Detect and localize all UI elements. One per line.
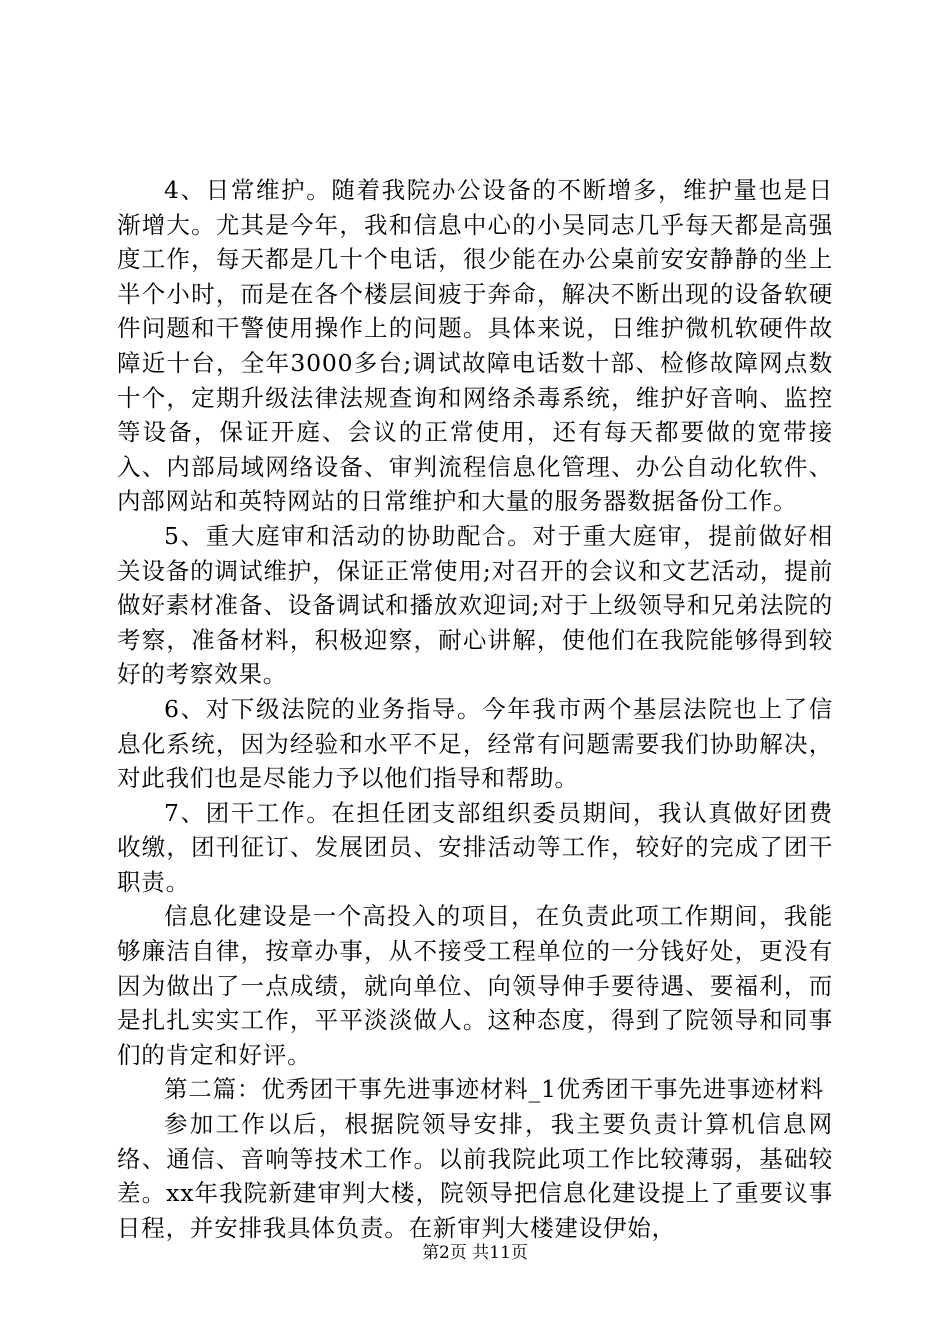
- paragraph-league-work: 7、团干工作。在担任团支部组织委员期间，我认真做好团费收缴，团刊征订、发展团员、安排活动等工作，较好的完成了团干职责。: [117, 798, 833, 896]
- paragraph-work-intro: 参加工作以后，根据院领导安排，我主要负责计算机信息网络、通信、音响等技术工作。以前我院此项工作比较薄弱，基础较差。xx年我院新建审判大楼，院领导把信息化建设提上了重要议事日程，并安排我具体负责。在新审判大楼建设伊始，: [117, 1110, 833, 1242]
- paragraph-integrity: 信息化建设是一个高投入的项目，在负责此项工作期间，我能够廉洁自律，按章办事，从不接受工程单位的一分钱好处，更没有因为做出了一点成绩，就向单位、向领导伸手要待遇、要福利，而是扎扎实实工作，平平淡淡做人。这种态度，得到了院领导和同事们的肯定和好评。: [117, 902, 833, 1069]
- paragraph-daily-maintenance: 4、日常维护。随着我院办公设备的不断增多，维护量也是日渐增大。尤其是今年，我和信息中心的小吴同志几乎每天都是高强度工作，每天都是几十个电话，很少能在办公桌前安安静静的坐上半个小时，而是在各个楼层间疲于奔命，解决不断出现的设备软硬件问题和干警使用操作上的问题。具体来说，日维护微机软硬件故障近十台，全年3000多台;调试故障电话数十部、检修故障网点数十个，定期升级法律法规查询和网络杀毒系统，维护好音响、监控等设备，保证开庭、会议的正常使用，还有每天都要做的宽带接入、内部局域网络设备、审判流程信息化管理、办公自动化软件、内部网站和英特网站的日常维护和大量的服务器数据备份工作。: [117, 176, 833, 516]
- page-number-footer: 第2页 共11页: [422, 1243, 528, 1263]
- document-body: [117, 173, 833, 1245]
- paragraph-lower-court-guidance: 6、对下级法院的业务指导。今年我市两个基层法院也上了信息化系统，因为经验和水平不足，经常有问题需要我们协助解决，对此我们也是尽能力予以他们指导和帮助。: [117, 694, 833, 793]
- paragraph-trial-support: 5、重大庭审和活动的协助配合。对于重大庭审，提前做好相关设备的调试维护，保证正常使用;对召开的会议和文艺活动，提前做好素材准备、设备调试和播放欢迎词;对于上级领导和兄弟法院的考察，准备材料，积极迎察，耐心讲解，使他们在我院能够得到较好的考察效果。: [117, 521, 833, 689]
- section-heading-second-part: 第二篇：优秀团干事先进事迹材料_1优秀团干事先进事迹材料: [164, 1075, 825, 1104]
